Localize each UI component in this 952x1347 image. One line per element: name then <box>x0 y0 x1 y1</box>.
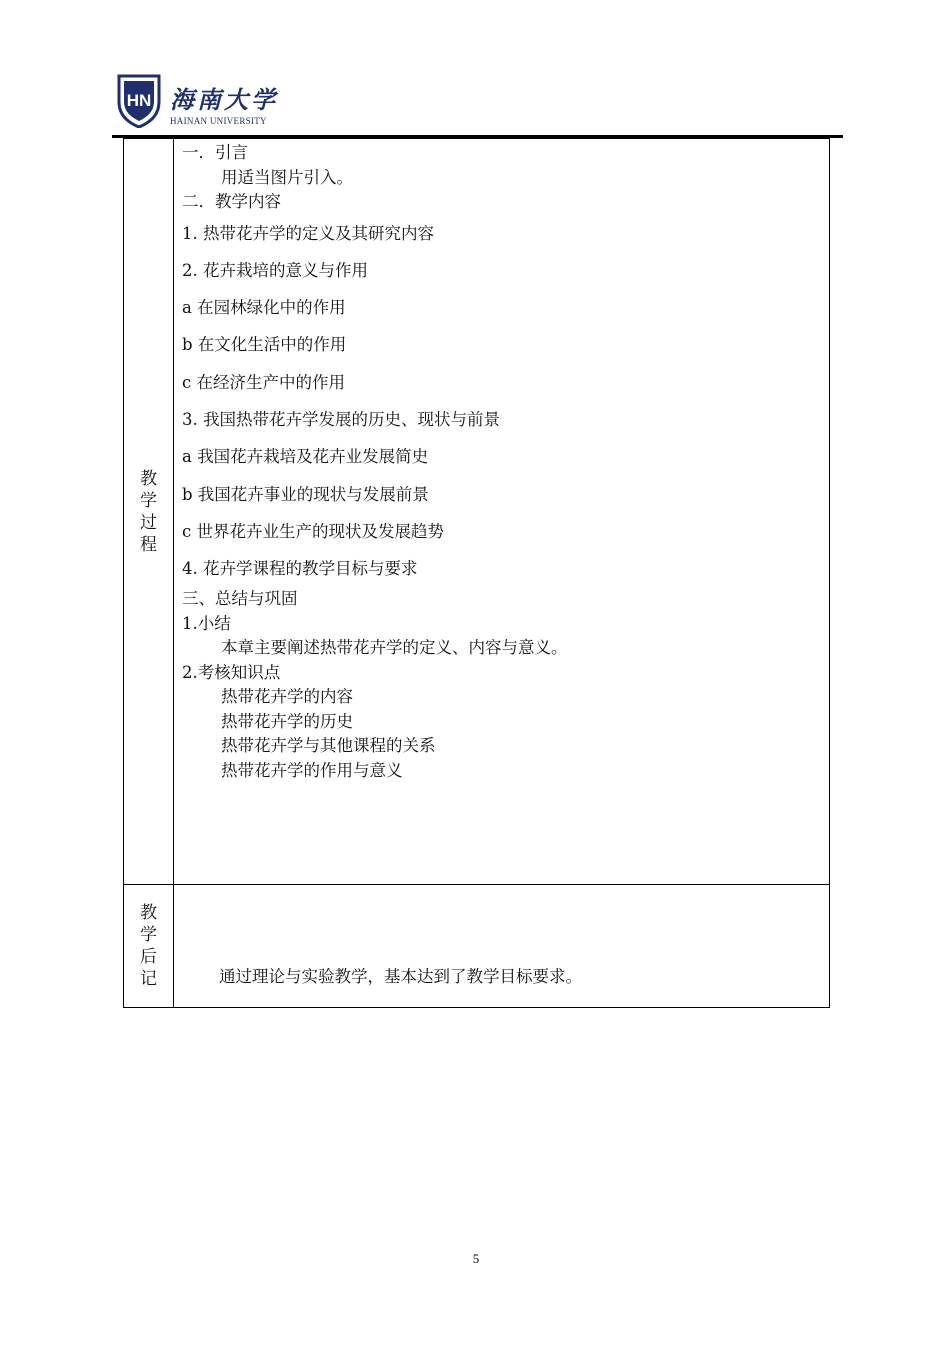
postscript-row <box>124 885 830 1008</box>
process-line: 二．教学内容 <box>182 192 281 211</box>
process-line: c 世界花卉业生产的现状及发展趋势 <box>182 521 444 541</box>
process-line: c 在经济生产中的作用 <box>182 372 345 392</box>
university-header <box>112 70 512 132</box>
lesson-table <box>123 138 830 1008</box>
postscript-label: 教学后记 <box>140 903 157 989</box>
process-line: b 我国花卉事业的现状与发展前景 <box>182 484 429 504</box>
university-logo-icon <box>115 72 163 128</box>
process-line: 热带花卉学的内容 <box>221 687 353 707</box>
process-content-cell <box>174 139 830 885</box>
process-line: 1.小结 <box>182 613 231 633</box>
process-line: 用适当图片引入。 <box>221 167 353 187</box>
process-line: 热带花卉学的历史 <box>221 711 353 731</box>
process-line: 1. 热带花卉学的定义及其研究内容 <box>182 223 434 243</box>
postscript-label-cell <box>124 885 174 1008</box>
process-row <box>124 139 830 885</box>
process-line: 2.考核知识点 <box>182 662 281 682</box>
process-label: 教学过程 <box>140 468 157 555</box>
logo-title-cn: 海南大学 <box>170 85 278 114</box>
process-line: a 我国花卉栽培及花卉业发展简史 <box>182 447 429 467</box>
process-line: 热带花卉学的作用与意义 <box>221 760 403 780</box>
process-line: 本章主要阐述热带花卉学的定义、内容与意义。 <box>221 638 568 658</box>
logo-title-en: HAINAN UNIVERSITY <box>170 116 267 126</box>
process-line: 热带花卉学与其他课程的关系 <box>221 736 436 756</box>
postscript-text: 通过理论与实验教学，基本达到了教学目标要求。 <box>219 967 582 986</box>
process-line: 三、总结与巩固 <box>182 589 298 609</box>
postscript-content-cell <box>174 885 830 1008</box>
process-content <box>174 139 829 783</box>
process-line: 2. 花卉栽培的意义与作用 <box>182 260 368 280</box>
process-line: b 在文化生活中的作用 <box>182 335 347 355</box>
logo-badge-text: HN <box>126 91 152 110</box>
process-line: a 在园林绿化中的作用 <box>182 298 346 318</box>
process-line: 一．引言 <box>182 143 248 162</box>
process-line: 3. 我国热带花卉学发展的历史、现状与前景 <box>182 409 500 429</box>
process-line: 4. 花卉学课程的教学目标与要求 <box>182 559 418 579</box>
process-label-cell <box>124 139 174 885</box>
page-number: 5 <box>472 1251 480 1266</box>
